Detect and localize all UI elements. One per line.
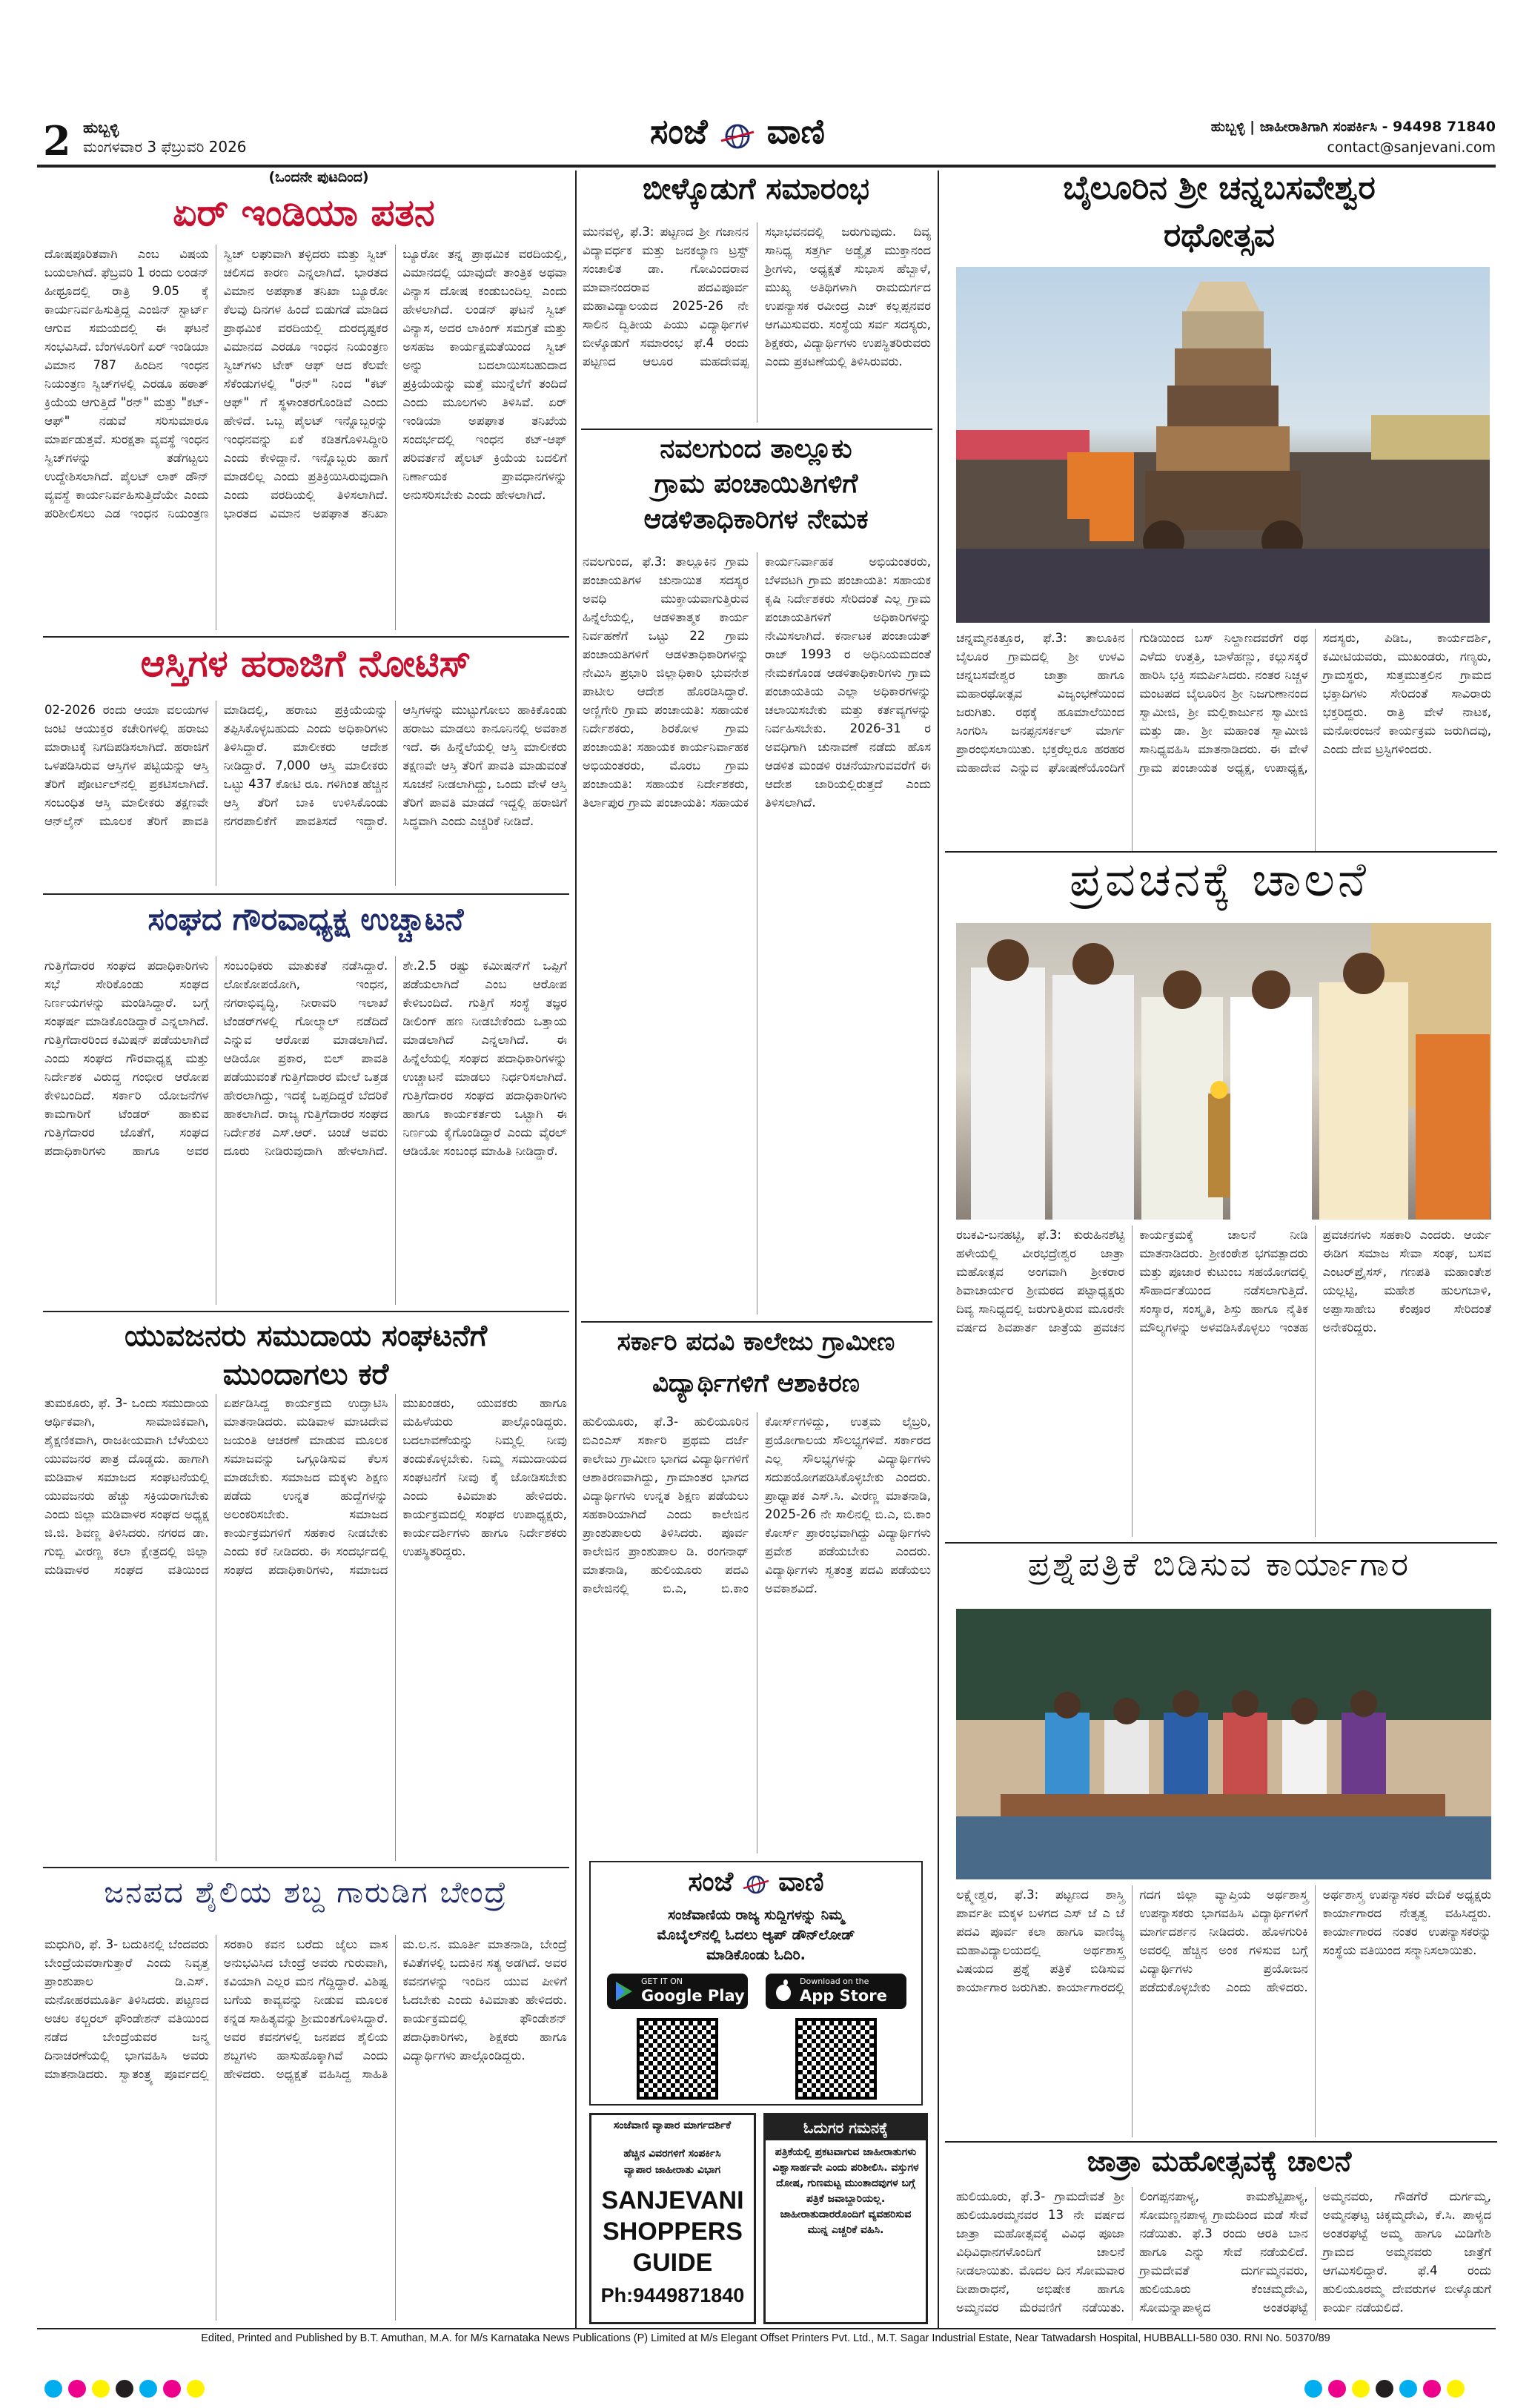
college-body: ಹುಲಿಯೂರು, ಫೆ.3- ಹುಲಿಯೂರಿನ ಬಿಎಂಎಸ್ ಸರ್ಕಾರಿ ಪ್ರಥಮ ದರ್ಜೆ ಕಾಲೇಜು ಗ್ರಾಮೀಣ ಭಾಗದ ವಿದ್ಯಾರ್ಥಿಗಳಿಗೆ ಆಶಾಕಿರಣವಾಗಿದ್ದು, ಗ್ರಾಮಾಂತರ ಭಾಗದ ವಿದ್ಯಾರ್ಥಿಗಳು ಉನ್ನತ ಶಿಕ್ಷಣ ಪಡೆಯಲು ಸಹಕಾರಿಯಾಗಿದೆ ಎಂದು ಕಾಲೇಜಿನ ಪ್ರಾಂಶುಪಾಲರು ತಿಳಿಸಿದರು. ಪೂರ್ವ ಕಾಲೇಜಿನ ಪ್ರಾಂಶುಪಾಲ ಡಿ. ರಂಗನಾಥ್ ಮಾತನಾಡಿ, ಹುಲಿಯೂರು ಪದವಿ ಕಾಲೇಜಿನಲ್ಲಿ ಬಿ.ಎ, ಬಿ.ಕಾಂ ಕೋರ್ಸ್‌ಗಳಿದ್ದು, ಉತ್ತಮ ಲೈಬ್ರರಿ, ಪ್ರಯೋಗಾಲಯ ಸೌಲಭ್ಯಗಳಿವೆ. ಸರ್ಕಾರದ ಎಲ್ಲ ಸೌಲಭ್ಯಗಳನ್ನು ವಿದ್ಯಾರ್ಥಿಗಳು ಸದುಪಯೋಗಪಡಿಸಿಕೊಳ್ಳಬೇಕು ಎಂದರು. ಪ್ರಾಧ್ಯಾಪಕ ಎಸ್.ಸಿ. ವೀರಣ್ಣ ಮಾತನಾಡಿ, 2025-26 ನೇ ಸಾಲಿನಲ್ಲಿ ಬಿ.ಎ, ಬಿ.ಕಾಂ ಕೋರ್ಸ್ ಪ್ರಾರಂಭವಾಗಿದ್ದು ವಿದ್ಯಾರ್ಥಿಗಳು ಪ್ರವೇಶ ಪಡೆಯಬೇಕು ಎಂದರು. ವಿದ್ಯಾರ್ಥಿಗಳು ಸ್ವತಂತ್ರ ಪದವಿ ಪಡೆಯಲು ಅವಕಾಶವಿದೆ. — [583, 1415, 931, 1595]
navalgund-title-2: ಗ್ರಾಮ ಪಂಚಾಯಿತಿಗಳಿಗೆ — [654, 469, 858, 499]
register-dot — [1352, 2380, 1370, 2398]
pravachana-photo — [956, 923, 1491, 1220]
globe-icon — [720, 119, 755, 149]
app-ad — [589, 1861, 923, 2106]
google-play-small: GET IT ON — [641, 1977, 683, 1986]
readers-notice — [763, 2113, 928, 2324]
app-ad-line1: ಸಂಜೆವಾಣಿಯ ರಾಜ್ಯ ಸುದ್ದಿಗಳನ್ನು ನಿಮ್ಮ — [668, 1907, 844, 1923]
divider — [581, 1321, 932, 1323]
jatra-title: ಜಾತ್ರಾ ಮಹೋತ್ಸವಕ್ಕೆ ಚಾಲನೆ — [1087, 2145, 1352, 2177]
register-dot — [92, 2380, 110, 2398]
rathotsava-photo — [956, 267, 1490, 623]
shoppers-phone[interactable]: Ph:9449871840 — [600, 2284, 745, 2306]
header-rule — [37, 165, 1496, 168]
lamp-lighting-illustration — [956, 923, 1491, 1220]
shoppers-line3: ವ್ಯಾಪಾರ ಜಾಹೀರಾತು ವಿಭಾಗ — [623, 2164, 721, 2176]
workshop-photo — [956, 1609, 1491, 1879]
column-rule — [575, 171, 577, 2328]
navalgund-title-1: ನವಲಗುಂದ ತಾಲ್ಲೂಕು — [660, 434, 852, 464]
beelkod-title: ಬೀಳ್ಕೊಡುಗೆ ಸಮಾರಂಭ — [642, 172, 869, 206]
shoppers-guide-ad — [589, 2113, 756, 2324]
divider — [945, 2141, 1497, 2143]
divider — [43, 636, 569, 638]
rathotsava-title-1: ಬೈಲೂರಿನ ಶ್ರೀ ಚನ್ನಬಸವೇಶ್ವರ — [1063, 169, 1376, 207]
app-ad-logo-left: ಸಂಜೆ — [688, 1867, 734, 1897]
divider — [43, 1867, 569, 1868]
continued-label: (ಒಂದನೇ ಪುಟದಿಂದ) — [268, 169, 369, 185]
register-marks-left — [44, 2380, 237, 2399]
page-number: 2 — [43, 117, 71, 165]
register-dot — [163, 2380, 181, 2398]
register-dot — [1304, 2380, 1322, 2398]
college-title-1: ಸರ್ಕಾರಿ ಪದವಿ ಕಾಲೇಜು ಗ್ರಾಮೀಣ — [617, 1327, 895, 1357]
jatra-body: ಹುಲಿಯೂರು, ಫೆ.3- ಗ್ರಾಮದೇವತೆ ಶ್ರೀ ಹುಲಿಯೂರಮ್ಮನವರ 13 ನೇ ವರ್ಷದ ಜಾತ್ರಾ ಮಹೋತ್ಸವಕ್ಕೆ ವಿವಿಧ ಪೂಜಾ ವಿಧಿವಿಧಾನಗಳೊಂದಿಗೆ ಚಾಲನೆ ನೀಡಲಾಯಿತು. ಮೊದಲ ದಿನ ಸೋಮವಾರ ದೀಪಾರಾಧನೆ, ಅಭಿಷೇಕ ಹಾಗೂ ಅಮ್ಮನವರ ಮೆರವಣಿಗೆ ನಡೆಯಿತು. ಲಿಂಗಪ್ಪನಪಾಳ್ಯ, ಕಾಮಶೆಟ್ಟಿಪಾಳ್ಯ, ಸೋಮಣ್ಣನಪಾಳ್ಯ ಗ್ರಾಮದಿಂದ ಮಡೆ ಸೇವೆ ನಡೆಯಿತು. ಫೆ.3 ರಂದು ಆರತಿ ಬಾನ ಹಾಗೂ ಎನ್ನು ಸೇವೆ ನಡೆಯಲಿದೆ. ಗ್ರಾಮದೇವತೆ ದುರ್ಗಮ್ಮನವರು, ಹುಲಿಯೂರು ಕೆಂಚಮ್ಮದೇವಿ, ಸೋಮನ್ನಾಪಾಳ್ಯದ ಅಂತರಘಟ್ಟೆ ಅಮ್ಮನವರು, ಗೌಡಗೆರೆ ದುರ್ಗಮ್ಮ, ಅಮ್ಮನಘಟ್ಟ ಚಿಕ್ಕಮ್ಮದೇವಿ, ಕೆ.ಸಿ. ಪಾಳ್ಯದ ಅಂತರಘಟ್ಟೆ ಅಮ್ಮ ಹಾಗೂ ಮಿಡಿಗೇಶಿ ಗ್ರಾಮದ ಅಮ್ಮನವರು ಜಾತ್ರೆಗೆ ಆಗಮಿಸಲಿದ್ದಾರೆ. ಫೆ.4 ರಂದು ಹುಲಿಯೂರಮ್ಮ ದೇವರುಗಳ ಬೀಳ್ಕೊಡುಗೆ ಕಾರ್ಯ ನಡೆಯಲಿದೆ. — [956, 2189, 1491, 2315]
question-paper-body: ಲಕ್ಷ್ಮೇಶ್ವರ, ಫೆ.3: ಪಟ್ಟಣದ ಶಾಸ್ತ್ರಿ ಪಾರ್ವತೀ ಮಕ್ಕಳ ಬಳಗದ ಎಸ್ ಜೆ ಎ ಜೆ ಪದವಿ ಪೂರ್ವ ಕಲಾ ಹಾಗೂ ವಾಣಿಜ್ಯ ಮಹಾವಿದ್ಯಾಲಯದಲ್ಲಿ ಅರ್ಥಶಾಸ್ತ್ರ ವಿಷಯದ ಪ್ರಶ್ನೆ ಪತ್ರಿಕೆ ಬಿಡಿಸುವ ಕಾರ್ಯಾಗಾರ ಜರುಗಿತು. ಕಾರ್ಯಾಗಾರದಲ್ಲಿ ಗದಗ ಜಿಲ್ಲಾ ವ್ಯಾಪ್ತಿಯ ಅರ್ಥಶಾಸ್ತ್ರ ಉಪನ್ಯಾಸಕರು ಭಾಗವಹಿಸಿ ವಿದ್ಯಾರ್ಥಿಗಳಿಗೆ ಮಾರ್ಗದರ್ಶನ ನೀಡಿದರು. ಹೊಳಗುರಿಕಿ ಅವರಲ್ಲಿ ಹೆಚ್ಚಿನ ಅಂಕ ಗಳಿಸುವ ಬಗ್ಗೆ ವಿದ್ಯಾರ್ಥಿಗಳು ಪ್ರಯೋಜನ ಪಡೆದುಕೊಳ್ಳಬೇಕು ಎಂದು ಹೇಳಿದರು. ಅರ್ಥಶಾಸ್ತ್ರ ಉಪನ್ಯಾಸಕರ ವೇದಿಕೆ ಅಧ್ಯಕ್ಷರು ಕಾರ್ಯಾಗಾರದ ನೇತೃತ್ವ ವಹಿಸಿದ್ದರು. ಕಾರ್ಯಾಗಾರದ ನಂತರ ಉಪನ್ಯಾಸಕರನ್ನು ಸಂಸ್ಥೆಯ ವತಿಯಿಂದ ಸನ್ಮಾನಿಸಲಾಯಿತು. — [956, 1888, 1491, 1994]
pravachana-title: ಪ್ರವಚನಕ್ಕೆ ಚಾಲನೆ — [1070, 853, 1369, 907]
divider — [43, 893, 569, 895]
qr-code-ios[interactable] — [795, 2018, 877, 2100]
navalgund-title-3: ಆಡಳಿತಾಧಿಕಾರಿಗಳ ನೇಮಕ — [643, 504, 869, 535]
footer-imprint: Edited, Printed and Published by B.T. Amuthan, M.A. for M/s Karnataka News Publications (P) Limited at M/s Elegant Offset Printers Pvt. Ltd., M.T. Sagar Industrial Estate, Near Tatwadarsh Hospital, HUBBALLI-580 030. RNI No. 50370/89 — [201, 2332, 1330, 2344]
rathotsava-body: ಚನ್ನಮ್ಮನಕಿತ್ತೂರ, ಫೆ.3: ತಾಲೂಕಿನ ಬೈಲೂರ ಗ್ರಾಮದಲ್ಲಿ ಶ್ರೀ ಉಳವಿ ಚನ್ನಬಸವೇಶ್ವರ ಜಾತ್ರಾ ಹಾಗೂ ಮಹಾರಥೋತ್ಸವ ವಿಜೃಂಭಣೆಯಿಂದ ಜರುಗಿತು. ರಥಕ್ಕೆ ಹೂಮಾಲೆಯಿಂದ ಸಿಂಗರಿಸಿ ಜನಪ್ಪನಸರ್ಕಲ್ ಮಾರ್ಗ ಪ್ರಾರಂಭಿಸಲಾಯಿತು. ಭಕ್ತರೆಲ್ಲರೂ ಹರಹರ ಮಹಾದೇವ ಎನ್ನುವ ಘೋಷಣೆಯೊಂದಿಗೆ ಗುಡಿಯಿಂದ ಬಸ್ ನಿಲ್ದಾಣದವರೆಗೆ ರಥ ಎಳೆದು ಉತ್ತತ್ತಿ, ಬಾಳೆಹಣ್ಣು, ಕಲ್ಲುಸಕ್ಕರೆ ಹಾರಿಸಿ ಭಕ್ತಿ ಸಮರ್ಪಿಸಿದರು. ನಂತರ ನಿಚ್ಚಳ ಮಂಟಪದ ಬೈಲೂರಿನ ಶ್ರೀ ನಿಜಗುಣಾನಂದ ಸ್ವಾಮೀಜಿ, ಶ್ರೀ ಮಲ್ಲಿಕಾರ್ಜುನ ಸ್ವಾಮೀಜಿ ಮತ್ತು ಡಾ. ಶ್ರೀ ಮಹಾಂತ ಸ್ವಾಮೀಜಿ ಸಾನಿಧ್ಯವಹಿಸಿ ಮಾತನಾಡಿದರು. ಈ ವೇಳೆ ಗ್ರಾಮ ಪಂಚಾಯತ ಅಧ್ಯಕ್ಷ, ಉಪಾಧ್ಯಕ್ಷ, ಸದಸ್ಯರು, ಪಿಡಿಒ, ಕಾರ್ಯದರ್ಶಿ, ಕಮೀಟಿಯವರು, ಮುಖಂಡರು, ಗಣ್ಯರು, ಗ್ರಾಮಸ್ಥರು, ಸುತ್ತಮುತ್ತಲಿನ ಗ್ರಾಮದ ಭಕ್ತಾದಿಗಳು ಸೇರಿದಂತೆ ಸಾವಿರಾರು ಭಕ್ತರಿದ್ದರು. ರಾತ್ರಿ ವೇಳೆ ನಾಟಕ, ಮನೋರಂಜನೆ ಕಾರ್ಯಕ್ರಮ ಜರುಗಿದವು, ಎಂದು ದೇವ ಟ್ರಸ್ಟಿಗಳಿಂದರು. — [956, 631, 1491, 775]
register-dot — [187, 2380, 205, 2398]
question-paper-title: ಪ್ರಶ್ನೆಪತ್ರಿಕೆ ಬಿಡಿಸುವ ಕಾರ್ಯಾಗಾರ — [1027, 1546, 1411, 1584]
column-rule — [938, 171, 939, 2328]
sanghada-title: ಸಂಘದ ಗೌರವಾಧ್ಯಕ್ಷ ಉಚ್ಚಾಟನೆ — [147, 901, 464, 937]
header-email[interactable]: contact@sanjevani.com — [1327, 139, 1496, 156]
readers-notice-body: ಪತ್ರಿಕೆಯಲ್ಲಿ ಪ್ರಕಟವಾಗುವ ಜಾಹೀರಾತುಗಳು ವಿಶ್ವಾಸಾರ್ಹವೇ ಎಂದು ಪರಿಶೀಲಿಸಿ. ವಸ್ತುಗಳ ದೋಷ, ಗುಣಮಟ್ಟ ಮುಂತಾದವುಗಳ ಬಗ್ಗೆ ಪತ್ರಿಕೆ ಜವಾಬ್ದಾರಿಯಲ್ಲ. ಜಾಹೀರಾತುದಾರರೊಂದಿಗೆ ವ್ಯವಹರಿಸುವ ಮುನ್ನ ಎಚ್ಚರಿಕೆ ವಹಿಸಿ. — [772, 2146, 919, 2236]
masthead-left: ಸಂಜೆ — [650, 111, 708, 151]
shoppers-line1: ಸಂಜೆವಾಣಿ ವ್ಯಾಪಾರ ಮಾರ್ಗದರ್ಶಿಕೆ — [613, 2120, 732, 2131]
header-date: ಮಂಗಳವಾರ 3 ಫೆಬ್ರುವರಿ 2026 — [83, 138, 247, 156]
navalgund-body: ನವಲಗುಂದ, ಫೆ.3: ತಾಲ್ಲೂಕಿನ ಗ್ರಾಮ ಪಂಚಾಯತಿಗಳ ಚುನಾಯಿತ ಸದಸ್ಯರ ಅವಧಿ ಮುಕ್ತಾಯವಾಗುತ್ತಿರುವ ಹಿನ್ನೆಲೆಯಲ್ಲಿ, ಆಡಳಿತಾತ್ಮಕ ಕಾರ್ಯ ನಿರ್ವಹಣೆಗೆ ಒಟ್ಟು 22 ಗ್ರಾಮ ಪಂಚಾಯತಿಗಳಿಗೆ ಆಡಳಿತಾಧಿಕಾರಿಗಳನ್ನು ನೇಮಿಸಿ ಪ್ರಭಾರಿ ಜಿಲ್ಲಾಧಿಕಾರಿ ಭುವನೇಶ ಪಾಟೀಲ ಆದೇಶ ಹೊರಡಿಸಿದ್ದಾರೆ. ಅಣ್ಣಿಗೇರಿ ಗ್ರಾಮ ಪಂಚಾಯತಿ: ಸಹಾಯಕ ನಿರ್ದೇಶಕರು, ಶಿರಕೋಳ ಗ್ರಾಮ ಪಂಚಾಯತಿ: ಸಹಾಯಕ ಕಾರ್ಯನಿರ್ವಾಹಕ ಅಭಿಯಂತರರು, ಮೊರಬ ಗ್ರಾಮ ಪಂಚಾಯತಿ: ಸಹಾಯಕ ನಿರ್ದೇಶಕರು, ತಿರ್ಲಾಪುರ ಗ್ರಾಮ ಪಂಚಾಯತಿ: ಸಹಾಯಕ ಕಾರ್ಯನಿರ್ವಾಹಕ ಅಭಿಯಂತರರು, ಬೆಳವಟಗಿ ಗ್ರಾಮ ಪಂಚಾಯತಿ: ಸಹಾಯಕ ಕೃಷಿ ನಿರ್ದೇಶಕರು ಸೇರಿದಂತೆ ಎಲ್ಲ ಗ್ರಾಮ ಪಂಚಾಯತಿಗಳಿಗೆ ಅಧಿಕಾರಿಗಳನ್ನು ನೇಮಿಸಲಾಗಿದೆ. ಕರ್ನಾಟಕ ಪಂಚಾಯತ್ ರಾಜ್ 1993 ರ ಅಧಿನಿಯಮದಂತೆ ನೇಮಕಗೊಂಡ ಆಡಳಿತಾಧಿಕಾರಿಗಳು ಗ್ರಾಮ ಪಂಚಾಯತಿಯ ಎಲ್ಲಾ ಅಧಿಕಾರಗಳನ್ನು ಚಲಾಯಿಸಬೇಕು ಮತ್ತು ಕರ್ತವ್ಯಗಳನ್ನು ನಿರ್ವಹಿಸಬೇಕು. 2026-31 ರ ಅವಧಿಗಾಗಿ ಚುನಾವಣೆ ನಡೆದು ಹೊಸ ಆಡಳಿತ ಮಂಡಳಿ ರಚನೆಯಾಗುವವರೆಗೆ ಈ ಆದೇಶ ಜಾರಿಯಲ್ಲಿರುತ್ತದೆ ಎಂದು ತಿಳಿಸಲಾಗಿದೆ. — [583, 555, 931, 810]
apple-icon — [775, 1979, 792, 2005]
google-play-big: Google Play — [641, 1987, 745, 2005]
register-marks-right — [1304, 2380, 1497, 2399]
chariot-illustration — [956, 267, 1490, 623]
play-icon — [614, 1980, 634, 2005]
register-dot — [1328, 2380, 1346, 2398]
auction-body: 02-2026 ರಂದು ಆಯಾ ವಲಯಗಳ ಜಂಟಿ ಆಯುಕ್ತರ ಕಚೇರಿಗಳಲ್ಲಿ ಹರಾಜು ಮಾರಾಟಕ್ಕೆ ನಿಗದಿಪಡಿಸಲಾಗಿದೆ. ಹರಾಜಿಗೆ ಒಳಪಡಿಸಿರುವ ಆಸ್ತಿಗಳ ಪಟ್ಟಿಯನ್ನು ಆಸ್ತಿ ತೆರಿಗೆ ಪೋರ್ಟಲ್‌ನಲ್ಲಿ ಪ್ರಕಟಿಸಲಾಗಿದೆ. ಸಂಬಂಧಿತ ಆಸ್ತಿ ಮಾಲೀಕರು ತಕ್ಷಣವೇ ಆನ್‌ಲೈನ್ ಮೂಲಕ ತೆರಿಗೆ ಪಾವತಿ ಮಾಡಿದಲ್ಲಿ, ಹರಾಜು ಪ್ರಕ್ರಿಯೆಯನ್ನು ತಪ್ಪಿಸಿಕೊಳ್ಳಬಹುದು ಎಂದು ಅಧಿಕಾರಿಗಳು ತಿಳಿಸಿದ್ದಾರೆ. ಮಾಲೀಕರು ಆದೇಶ ನೀಡಿದ್ದಾರೆ. 7,000 ಆಸ್ತಿ ಮಾಲೀಕರು ಒಟ್ಟು 437 ಕೋಟಿ ರೂ. ಗಳಿಗಿಂತ ಹೆಚ್ಚಿನ ಆಸ್ತಿ ತೆರಿಗೆ ಬಾಕಿ ಉಳಿಸಿಕೊಂಡು ನಗರಪಾಲಿಕೆಗೆ ಪಾವತಿಸದೆ ಇದ್ದಾರೆ. ಆಸ್ತಿಗಳನ್ನು ಮುಟ್ಟುಗೋಲು ಹಾಕಿಕೊಂಡು ಹರಾಜು ಮಾಡಲು ಕಾನೂನಿನಲ್ಲಿ ಅವಕಾಶ ಇದೆ. ಈ ಹಿನ್ನೆಲೆಯಲ್ಲಿ ಆಸ್ತಿ ಮಾಲೀಕರು ತಕ್ಷಣವೇ ಆಸ್ತಿ ತೆರಿಗೆ ಪಾವತಿ ಮಾಡುವಂತೆ ಸೂಚನೆ ನೀಡಲಾಗಿದ್ದು, ಒಂದು ವೇಳೆ ಆಸ್ತಿ ತೆರಿಗೆ ಪಾವತಿ ಮಾಡದೆ ಇದ್ದಲ್ಲಿ ಹರಾಜಿಗೆ ಸಿದ್ಧವಾಗಿ ಎಂದು ಎಚ್ಚರಿಕೆ ನೀಡಿದೆ. — [44, 703, 567, 828]
register-dot — [1399, 2380, 1417, 2398]
shoppers-line2: ಹೆಚ್ಚಿನ ವಿವರಗಳಿಗೆ ಸಂಪರ್ಕಿಸಿ — [623, 2148, 721, 2160]
qr-code-android[interactable] — [637, 2018, 718, 2100]
janapada-title: ಜನಪದ ಶೈಲಿಯ ಶಬ್ದ ಗಾರುಡಿಗ ಬೇಂದ್ರೆ — [104, 1876, 508, 1910]
shoppers-brand2: SHOPPERS — [603, 2217, 743, 2246]
globe-icon — [743, 1872, 769, 1894]
app-store-badge[interactable] — [766, 1974, 906, 2009]
divider — [945, 1542, 1497, 1544]
register-dot — [1447, 2380, 1465, 2398]
workshop-illustration — [956, 1609, 1491, 1879]
app-ad-line3: ಮಾಡಿಕೊಂಡು ಓದಿರಿ. — [706, 1947, 806, 1963]
rathotsava-title-2: ರಥೋತ್ಸವ — [1164, 216, 1275, 254]
janapada-body: ಮಧುಗಿರಿ, ಫೆ. 3- ಬದುಕಿನಲ್ಲಿ ಬೆಂದವರು ಬೇಂದ್ರೆಯವರಾಗುತ್ತಾರೆ ಎಂದು ನಿವೃತ್ತ ಪ್ರಾಂಶುಪಾಲ ಡಿ.ಎಸ್. ಮನೋಹರಮೂರ್ತಿ ತಿಳಿಸಿದರು. ಪಟ್ಟಣದ ಅಚಲ ಕಲ್ಚರಲ್ ಫೌಂಡೇಶನ್ ವತಿಯಿಂದ ನಡೆದ ಬೇಂದ್ರೆಯವರ ಜನ್ಮ ದಿನಾಚರಣೆಯಲ್ಲಿ ಭಾಗವಹಿಸಿ ಅವರು ಮಾತನಾಡಿದರು. ಸ್ವಾತಂತ್ರ್ಯ ಪೂರ್ವದಲ್ಲಿ ಸರಕಾರಿ ಕವನ ಬರೆದು ಜೈಲು ವಾಸ ಅನುಭವಿಸಿದ ಬೇಂದ್ರೆ ಅವರು ಗುರುವಾಗಿ, ಕವಿಯಾಗಿ ಎಲ್ಲರ ಮನ ಗೆದ್ದಿದ್ದಾರೆ. ವಿಶಿಷ್ಟ ಬಗೆಯ ಕಾವ್ಯವನ್ನು ನೀಡುವ ಮೂಲಕ ಕನ್ನಡ ಸಾಹಿತ್ಯವನ್ನು ಶ್ರೀಮಂತಗೊಳಿಸಿದ್ದಾರೆ. ಅವರ ಕವನಗಳಲ್ಲಿ ಜನಪದ ಶೈಲಿಯ ಶಬ್ದಗಳು ಹಾಸುಹೊಕ್ಕಾಗಿವೆ ಎಂದು ಹೇಳಿದರು. ಅಧ್ಯಕ್ಷತೆ ವಹಿಸಿದ್ದ ಸಾಹಿತಿ ಮ.ಲ.ನ. ಮೂರ್ತಿ ಮಾತನಾಡಿ, ಬೇಂದ್ರೆ ಕವಿತೆಗಳಲ್ಲಿ ಬದುಕಿನ ಸತ್ಯ ಅಡಗಿದೆ. ಅವರ ಕವನಗಳನ್ನು ಇಂದಿನ ಯುವ ಪೀಳಿಗೆ ಓದಬೇಕು ಎಂದು ಕಿವಿಮಾತು ಹೇಳಿದರು. ಕಾರ್ಯಕ್ರಮದಲ್ಲಿ ಫೌಂಡೇಶನ್ ಪದಾಧಿಕಾರಿಗಳು, ಶಿಕ್ಷಕರು ಹಾಗೂ ವಿದ್ಯಾರ್ಥಿಗಳು ಪಾಲ್ಗೊಂಡಿದ್ದರು. — [44, 1937, 567, 2081]
shoppers-brand1: SANJEVANI — [601, 2186, 744, 2214]
app-store-big: App Store — [800, 1987, 887, 2005]
pravachana-body: ರಬಕವಿ-ಬನಹಟ್ಟಿ, ಫೆ.3: ಕುರುಹಿನಶೆಟ್ಟಿ ಹಳೇಯಲ್ಲಿ ವೀರಭದ್ರೇಶ್ವರ ಜಾತ್ರಾ ಮಹೋತ್ಸವ ಅಂಗವಾಗಿ ಶ್ರೀಕರಾರ ಶಿವಾಚಾರ್ಯರ ಶ್ರೀಮಠದ ಪಟ್ಟಾಧ್ಯಕ್ಷರು ದಿವ್ಯ ಸಾನಿಧ್ಯದಲ್ಲಿ ಜರುಗುತ್ತಿರುವ ಮೂರನೇ ವರ್ಷದ ಶಿವಪಾರ್ತ ಜಾತ್ರೆಯ ಪ್ರವಚನ ಕಾರ್ಯಕ್ರಮಕ್ಕೆ ಚಾಲನೆ ನೀಡಿ ಮಾತನಾಡಿದರು. ಶ್ರೀಕಂಠೇಶ ಭಗವತ್ಪಾದರು ಮತ್ತು ಪೂಜಾರ ಕುಟುಂಬ ಸಹಯೋಗದಲ್ಲಿ ಸೌಹಾರ್ದತೆಯಿಂದ ನಡೆಸಲಾಗುತ್ತಿದೆ. ಸಂಸ್ಕಾರ, ಸಂಸ್ಕೃತಿ, ಶಿಸ್ತು ಹಾಗೂ ನೈತಿಕ ಮೌಲ್ಯಗಳನ್ನು ಅಳವಡಿಸಿಕೊಳ್ಳಲು ಇಂತಹ ಪ್ರವಚನಗಳು ಸಹಕಾರಿ ಎಂದರು. ಆರ್ಯ ಈಡಿಗ ಸಮಾಜ ಸೇವಾ ಸಂಘ, ಬಸವ ಎಂಟರ್‌ಪ್ರೈಸಸ್, ಗಣಪತಿ ಮಹಾಂತೇಶ ಯಲ್ಲಟ್ಟಿ, ಮಹೇಶ ಹುಲಗಬಾಳಿ, ಅಪ್ಪಾಸಾಹೇಬ ಕೆಂಪೂರ ಸೇರಿದಂತೆ ಅನೇಕರಿದ್ದರು. — [956, 1228, 1491, 1334]
register-dot — [1423, 2380, 1441, 2398]
google-play-badge[interactable] — [607, 1974, 748, 2009]
beelkod-body: ಮುನವಳ್ಳಿ, ಫೆ.3: ಪಟ್ಟಣದ ಶ್ರೀ ಗಜಾನನ ವಿದ್ಯಾವರ್ಧಕ ಮತ್ತು ಜನಕಲ್ಯಾಣ ಟ್ರಸ್ಟ್ ಸಂಚಾಲಿತ ಡಾ. ಗೋವಿಂದರಾವ ಮಾವಾನಂದರಾವ ಪದವಿಪೂರ್ವ ಮಹಾವಿದ್ಯಾಲಯದ 2025-26 ನೇ ಸಾಲಿನ ದ್ವಿತೀಯ ಪಿಯು ವಿದ್ಯಾರ್ಥಿಗಳ ಬೀಳ್ಕೊಡುಗೆ ಸಮಾರಂಭ ಫೆ.4 ರಂದು ಪಟ್ಟಣದ ಆಲೂರ ಮಹದೇವಪ್ಪ ಸಭಾಭವನದಲ್ಲಿ ಜರುಗುವುದು. ದಿವ್ಯ ಸಾನಿಧ್ಯ ಸತ್ತರ್ಗಿ ಅಡ್ವೈತ ಮುಕ್ತಾನಂದ ಶ್ರೀಗಳು, ಅಧ್ಯಕ್ಷತೆ ಸುಭಾಸ ಹೆಬ್ಬಾಳೆ, ಮುಖ್ಯ ಅತಿಥಿಗಳಾಗಿ ರಾಮದುರ್ಗದ ಉಪನ್ಯಾಸಕ ರವೀಂದ್ರ ಎಚ್ ಕಲ್ಲಪ್ಪನವರ ಆಗಮಿಸುವರು. ಸಂಸ್ಥೆಯ ಸರ್ವ ಸದಸ್ಯರು, ಶಿಕ್ಷಕರು, ವಿದ್ಯಾರ್ಥಿಗಳು ಉಪಸ್ಥಿತರಿರುವರು ಎಂದು ಪ್ರಕಟಣೆಯಲ್ಲಿ ತಿಳಿಸಿರುವರು. — [583, 225, 931, 368]
register-dot — [44, 2380, 62, 2398]
masthead — [552, 111, 923, 165]
divider — [43, 1311, 569, 1312]
app-store-small: Download on the — [800, 1977, 869, 1986]
header-place: ಹುಬ್ಬಳ್ಳಿ — [83, 119, 119, 136]
register-dot — [68, 2380, 86, 2398]
divider — [581, 429, 932, 430]
youth-body: ತುಮಕೂರು, ಫೆ. 3- ಒಂದು ಸಮುದಾಯ ಆರ್ಥಿಕವಾಗಿ, ಸಾಮಾಜಿಕವಾಗಿ, ಶೈಕ್ಷಣಿಕವಾಗಿ, ರಾಜಕೀಯವಾಗಿ ಬೆಳೆಯಲು ಯುವಜನರ ಪಾತ್ರ ದೊಡ್ಡದು. ಹಾಗಾಗಿ ಮಡಿವಾಳ ಸಮಾಜದ ಸಂಘಟನೆಯಲ್ಲಿ ಯುವಜನರು ಹೆಚ್ಚು ಸಕ್ರಿಯರಾಗಬೇಕು ಎಂದು ಜಿಲ್ಲಾ ಮಡಿವಾಳರ ಸಂಘದ ಅಧ್ಯಕ್ಷ ಜಿ.ಜಿ. ಶಿವಣ್ಣ ತಿಳಿಸಿದರು. ನಗರದ ಡಾ. ಗುಬ್ಬಿ ವೀರಣ್ಣ ಕಲಾ ಕ್ಷೇತ್ರದಲ್ಲಿ ಜಿಲ್ಲಾ ಮಡಿವಾಳರ ಸಂಘದ ವತಿಯಿಂದ ಏರ್ಪಡಿಸಿದ್ದ ಕಾರ್ಯಕ್ರಮ ಉದ್ಘಾಟಿಸಿ ಮಾತನಾಡಿದರು. ಮಡಿವಾಳ ಮಾಚಿದೇವ ಜಯಂತಿ ಆಚರಣೆ ಮಾಡುವ ಮೂಲಕ ಸಮಾಜವನ್ನು ಒಗ್ಗೂಡಿಸುವ ಕೆಲಸ ಮಾಡಬೇಕು. ಸಮಾಜದ ಮಕ್ಕಳು ಶಿಕ್ಷಣ ಪಡೆದು ಉನ್ನತ ಹುದ್ದೆಗಳನ್ನು ಅಲಂಕರಿಸಬೇಕು. ಸಮಾಜದ ಕಾರ್ಯಕ್ರಮಗಳಿಗೆ ಸಹಕಾರ ನೀಡಬೇಕು ಎಂದು ಕರೆ ನೀಡಿದರು. ಈ ಸಂದರ್ಭದಲ್ಲಿ ಸಂಘದ ಪದಾಧಿಕಾರಿಗಳು, ಸಮಾಜದ ಮುಖಂಡರು, ಯುವಕರು ಹಾಗೂ ಮಹಿಳೆಯರು ಪಾಲ್ಗೊಂಡಿದ್ದರು. ಬದಲಾವಣೆಯನ್ನು ನಿಮ್ಮಲ್ಲಿ ನೀವು ತಂದುಕೊಳ್ಳಬೇಕು. ನಿಮ್ಮ ಸಮುದಾಯದ ಸಂಘಟನೆಗೆ ನೀವು ಕೈ ಜೋಡಿಸಬೇಕು ಎಂದು ಕಿವಿಮಾತು ಹೇಳಿದರು. ಕಾರ್ಯಕ್ರಮದಲ್ಲಿ ಸಂಘದ ಉಪಾಧ್ಯಕ್ಷರು, ಕಾರ್ಯದರ್ಶಿಗಳು ಹಾಗೂ ನಿರ್ದೇಶಕರು ಉಪಸ್ಥಿತರಿದ್ದರು. — [44, 1396, 567, 1577]
sanghada-body: ಗುತ್ತಿಗೆದಾರರ ಸಂಘದ ಪದಾಧಿಕಾರಿಗಳು ಸಭೆ ಸೇರಿಕೊಂಡು ಸಂಘದ ನಿರ್ಣಯಗಳನ್ನು ಮಂಡಿಸಿದ್ದಾರೆ. ಬಗ್ಗೆ ಸಂಘರ್ಷ ಮಾಡಿಕೊಂಡಿದ್ದಾರೆ ಎನ್ನಲಾಗಿದೆ. ಗುತ್ತಿಗೆದಾರರಿಂದ ಕಮಿಷನ್ ಪಡೆಯಲಾಗಿದೆ ಎಂದು ಸಂಘದ ಗೌರವಾಧ್ಯಕ್ಷ ಮತ್ತು ನಿರ್ದೇಶಕ ವಿರುದ್ಧ ಗಂಭೀರ ಆರೋಪ ಕೇಳಿಬಂದಿದೆ. ಸರ್ಕಾರಿ ಯೋಜನೆಗಳ ಕಾಮಗಾರಿಗೆ ಟೆಂಡರ್ ಹಾಕುವ ಗುತ್ತಿಗೆದಾರರ ಜೊತೆಗೆ, ಸಂಘದ ಪದಾಧಿಕಾರಿಗಳು ಹಾಗೂ ಅವರ ಸಂಬಂಧಿಕರು ಮಾತುಕತೆ ನಡೆಸಿದ್ದಾರೆ. ಲೋಕೋಪಯೋಗಿ, ಇಂಧನ, ನಗರಾಭಿವೃದ್ಧಿ, ನೀರಾವರಿ ಇಲಾಖೆ ಟೆಂಡರ್‌ಗಳಲ್ಲಿ ಗೋಲ್ಮಾಲ್ ನಡೆದಿದೆ ಎನ್ನುವ ಆರೋಪ ಮಾಡಲಾಗಿದೆ. ಆಡಿಯೋ ಪ್ರಕಾರ, ಬಿಲ್ ಪಾವತಿ ಪಡೆಯುವಂತೆ ಗುತ್ತಿಗೆದಾರರ ಮೇಲೆ ಒತ್ತಡ ಹೇರಲಾಗಿದ್ದು, ಇದಕ್ಕೆ ಒಪ್ಪದಿದ್ದರೆ ಬೆದರಿಕೆ ಹಾಕಲಾಗಿದೆ. ರಾಜ್ಯ ಗುತ್ತಿಗೆದಾರರ ಸಂಘದ ನಿರ್ದೇಶಕ ಎಸ್.ಆರ್. ಚಿಂಚೆ ಅವರು ದೂರು ನೀಡಿರುವುದಾಗಿ ಹೇಳಲಾಗಿದೆ. ಶೇ.2.5 ರಷ್ಟು ಕಮೀಷನ್‌ಗೆ ಒಪ್ಪಿಗೆ ಪಡೆಯಲಾಗಿದೆ ಎಂಬ ಆರೋಪ ಕೇಳಿಬಂದಿದೆ. ಗುತ್ತಿಗೆ ಸಂಸ್ಥೆ ತಜ್ಞರ ಡೀಲಿಂಗ್ ಹಣ ನೀಡಬೇಕೆಂದು ಒತ್ತಾಯ ಮಾಡಲಾಗಿದೆ ಎನ್ನಲಾಗಿದೆ. ಈ ಹಿನ್ನೆಲೆಯಲ್ಲಿ ಸಂಘದ ಪದಾಧಿಕಾರಿಗಳನ್ನು ಉಚ್ಚಾಟನೆ ಮಾಡಲು ನಿರ್ಧರಿಸಲಾಗಿದೆ. ಗುತ್ತಿಗೆದಾರರ ಸಂಘದ ಪದಾಧಿಕಾರಿಗಳು ಹಾಗೂ ಕಾರ್ಯಕರ್ತರು ಒಟ್ಟಾಗಿ ಈ ನಿರ್ಣಯ ಕೈಗೊಂಡಿದ್ದಾರೆ ಎಂದು ವೈರಲ್ ಆಡಿಯೋ ಸಂಬಂಧ ಮಾಹಿತಿ ನೀಡಿದ್ದಾರೆ. — [44, 959, 567, 1158]
register-dot — [116, 2380, 133, 2398]
register-dot — [139, 2380, 157, 2398]
auction-title: ಆಸ್ತಿಗಳ ಹರಾಜಿಗೆ ನೋಟಿಸ್ — [140, 642, 471, 685]
app-ad-logo — [591, 1867, 921, 1898]
shoppers-brand3: GUIDE — [632, 2249, 713, 2277]
masthead-right: ವಾಣಿ — [766, 111, 825, 151]
readers-notice-title: ಓದುಗರ ಗಮನಕ್ಕೆ — [766, 2115, 926, 2140]
youth-title: ಯುವಜನರು ಸಮುದಾಯ ಸಂಘಟನೆಗೆ ಮುಂದಾಗಲು ಕರೆ — [124, 1319, 488, 1392]
app-ad-line2: ಮೊಬೈಲ್‌ನಲ್ಲಿ ಓದಲು ಆ್ಯಪ್ ಡೌನ್‌ಲೋಡ್ — [657, 1927, 855, 1943]
app-ad-logo-right: ವಾಣಿ — [778, 1867, 824, 1897]
air-india-title: ಏರ್ ಇಂಡಿಯಾ ಪತನ — [173, 191, 435, 234]
footer-rule — [37, 2328, 1496, 2329]
air-india-body: ದೋಷಪೂರಿತವಾಗಿ ಎಂಬ ವಿಷಯ ಬಯಲಾಗಿದೆ. ಫೆಬ್ರವರಿ 1 ರಂದು ಲಂಡನ್ ಹೀಥ್ರೂದಲ್ಲಿ ರಾತ್ರಿ 9.05 ಕ್ಕೆ ಕಾರ್ಯನಿರ್ವಹಿಸುತ್ತಿದ್ದ ಎಂಜಿನ್ ಸ್ಟಾರ್ಟ್ ಆಗುವ ಸಮಯದಲ್ಲಿ ಈ ಘಟನೆ ಸಂಭವಿಸಿದೆ. ಬೆಂಗಳೂರಿಗೆ ಏರ್ ಇಂಡಿಯಾ ವಿಮಾನ 787 ಹಿಂದಿನ ಇಂಧನ ನಿಯಂತ್ರಣ ಸ್ವಿಚ್‌ಗಳಲ್ಲಿ ಎರಡೂ ಹಠಾತ್ ಕ್ರಿಯೆಯ ಆಗುತ್ತಿದೆ "ರನ್" ಮತ್ತು "ಕಟ್-ಆಫ್" ನಡುವೆ ಸರಿಸುಮಾರೂ ಮಾರ್ಪಡುತ್ತವೆ. ಸುರಕ್ಷತಾ ವ್ಯವಸ್ಥೆ ಇಂಧನ ಸ್ವಿಚ್‌ಗಳನ್ನು ತಡೆಗಟ್ಟಲು ಉದ್ದೇಶಿಸಲಾಗಿದೆ. ಪೈಲಟ್ ಲಾಕ್ ಡೌನ್ ವ್ಯವಸ್ಥೆ ಕಾರ್ಯನಿರ್ವಹಿಸುತ್ತಿದೆಯೇ ಎಂದು ಪರಿಶೀಲಿಸಲು ಎಡ ಇಂಧನ ನಿಯಂತ್ರಣ ಸ್ವಿಚ್ ಲಘುವಾಗಿ ತಳ್ಳಿದರು ಮತ್ತು ಸ್ವಿಚ್ ಚಲಿಸದ ಕಾರಣ ಎನ್ನಲಾಗಿದೆ. ಭಾರತದ ವಿಮಾನ ಅಪಘಾತ ತನಿಖಾ ಬ್ಯೂರೋ ಕೆಲವು ದಿನಗಳ ಹಿಂದೆ ಬಿಡುಗಡೆ ಮಾಡಿದ ಪ್ರಾಥಮಿಕ ವರದಿಯಲ್ಲಿ ದುರದೃಷ್ಟಕರ ವಿಮಾನದ ಎರಡೂ ಇಂಧನ ನಿಯಂತ್ರಣ ಸ್ವಿಚ್‌ಗಳು ಟೇಕ್ ಆಫ್ ಆದ ಕೆಲವೇ ಸೆಕೆಂಡುಗಳಲ್ಲಿ "ರನ್" ನಿಂದ "ಕಟ್ ಆಫ್" ಗೆ ಸ್ಥಳಾಂತರಗೊಂಡಿವೆ ಎಂದು ಹೇಳಿದೆ. ಒಬ್ಬ ಪೈಲಟ್ ಇನ್ನೊಬ್ಬರನ್ನು ಇಂಧನವನ್ನು ಏಕೆ ಕಡಿತಗೊಳಿಸಿದ್ದೀರಿ ಎಂದು ಕೇಳಿದ್ದಾನೆ. ಇನ್ನೊಬ್ಬರು ಹಾಗೆ ಮಾಡಲಿಲ್ಲ ಎಂದು ಪ್ರತಿಕ್ರಿಯಿಸಿರುವುದಾಗಿ ಎಂದು ವರದಿಯಲ್ಲಿ ತಿಳಿಸಲಾಗಿದೆ. ಭಾರತದ ವಿಮಾನ ಅಪಘಾತ ತನಿಖಾ ಬ್ಯೂರೋ ತನ್ನ ಪ್ರಾಥಮಿಕ ವರದಿಯಲ್ಲಿ, ವಿಮಾನದಲ್ಲಿ ಯಾವುದೇ ತಾಂತ್ರಿಕ ಅಥವಾ ವಿನ್ಯಾಸ ದೋಷ ಕಂಡುಬಂದಿಲ್ಲ ಎಂದು ಹೇಳಲಾಗಿದೆ. ಲಂಡನ್ ಘಟನೆ ಸ್ವಿಚ್ ವಿನ್ಯಾಸ, ಅದರ ಲಾಕಿಂಗ್ ಸಮಗ್ರತೆ ಮತ್ತು ಅಸಹಜ ಕಾರ್ಯಕ್ಷಮತೆಯಿಂದ ಸ್ವಿಚ್ ಅನ್ನು ಬದಲಾಯಿಸಬಹುದಾದ ಪ್ರಕ್ರಿಯೆಯನ್ನು ಮತ್ತೆ ಮುನ್ನೆಲೆಗೆ ತಂದಿದೆ ಎಂದು ಮೂಲಗಳು ತಿಳಿಸಿವೆ. ಏರ್ ಇಂಡಿಯಾ ಅಪಘಾತ ತನಿಖೆಯ ಸಂದರ್ಭದಲ್ಲಿ ಇಂಧನ ಕಟ್-ಆಫ್ ಪರಿವರ್ತನೆ ಪೈಲಟ್ ಕ್ರಿಯೆಯ ಬದಲಿಗೆ ನಿರ್ಣಾಯಕ ಪ್ರಾವಧಾನಗಳನ್ನು ಅನುಸರಿಸಬೇಕು ಎಂದು ಹೇಳಲಾಗಿದೆ. — [44, 247, 567, 520]
college-title-2: ವಿದ್ಯಾರ್ಥಿಗಳಿಗೆ ಆಶಾಕಿರಣ — [652, 1369, 860, 1398]
register-dot — [1376, 2380, 1393, 2398]
header-ad-contact: ಹುಬ್ಬಳ್ಳಿ | ಜಾಹೀರಾತಿಗಾಗಿ ಸಂಪರ್ಕಿಸಿ - 94498 71840 — [1210, 119, 1496, 135]
